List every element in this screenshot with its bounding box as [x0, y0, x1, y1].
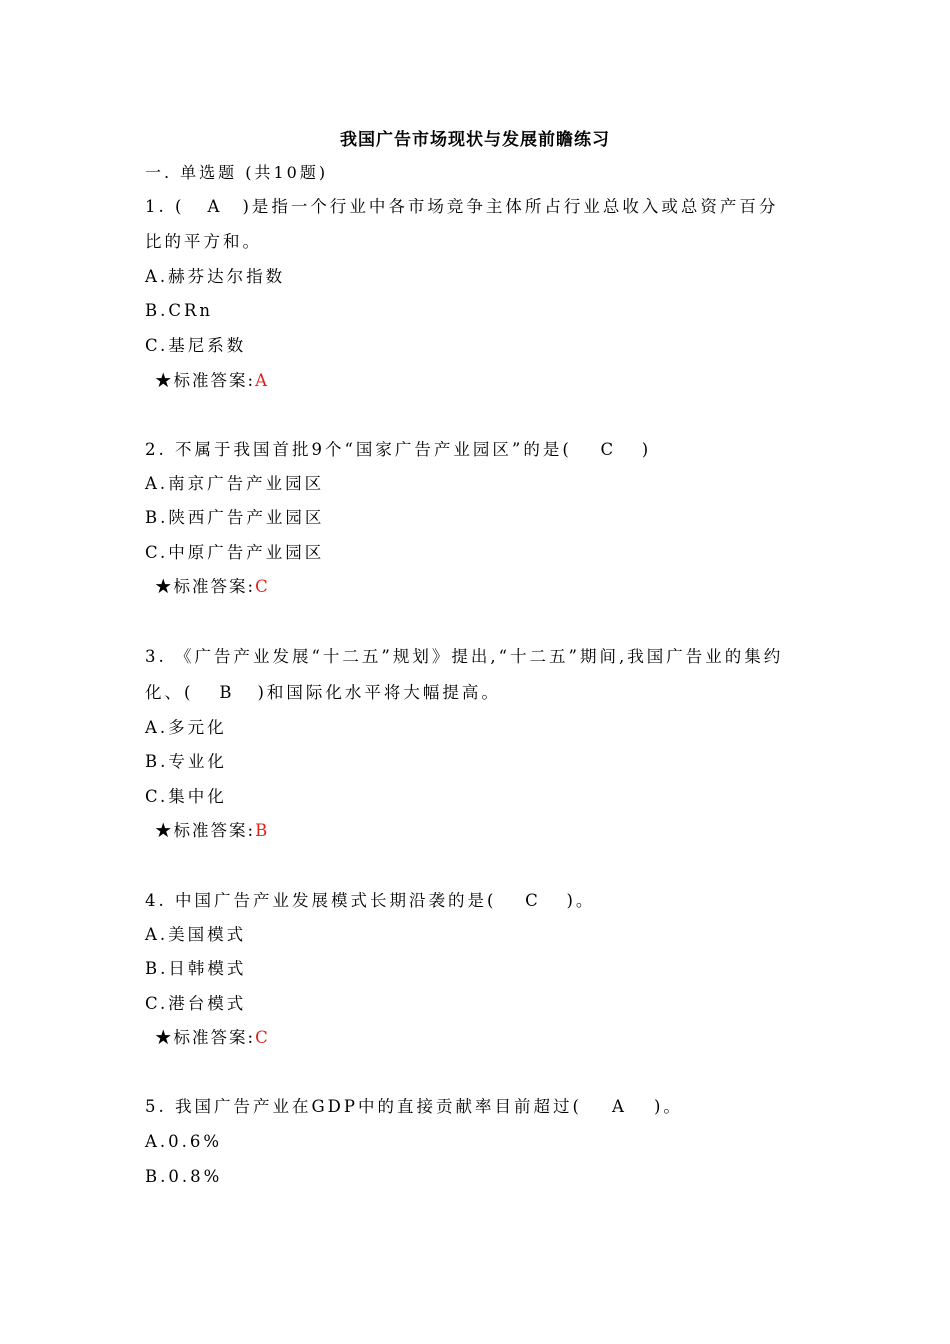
question-1-blank: A — [207, 197, 220, 216]
question-4-blank: C — [525, 891, 538, 910]
page-title: 我国广告市场现状与发展前瞻练习 — [340, 130, 610, 150]
question-5-option-a: A.0.6% — [145, 1132, 223, 1151]
question-3-stem-line-1: 3. 《广告产业发展“十二五”规划》提出,“十二五”期间,我国广告业的集约 — [145, 647, 784, 666]
question-2-option-b: B.陕西广告产业园区 — [145, 508, 325, 527]
question-3-stem-line-2: 化、( B )和国际化水平将大幅提高。 — [145, 683, 501, 702]
question-3-option-a: A.多元化 — [145, 718, 227, 737]
question-4-answer-value: C — [255, 1028, 270, 1047]
question-4-option-b: B.日韩模式 — [145, 959, 247, 978]
question-4-answer: ★标准答案:C — [155, 1028, 270, 1047]
question-3-option-c: C.集中化 — [145, 787, 227, 806]
question-1-answer-value: A — [255, 371, 269, 390]
question-2-option-c: C.中原广告产业园区 — [145, 543, 325, 562]
question-2-option-a: A.南京广告产业园区 — [145, 474, 325, 493]
question-5-blank: A — [611, 1097, 624, 1116]
question-1-option-b: B.CRn — [145, 301, 214, 320]
question-1-stem-line-2: 比的平方和。 — [145, 232, 262, 251]
question-1-answer: ★标准答案:A — [155, 371, 269, 390]
question-2-blank: C — [600, 440, 614, 459]
question-4-option-c: C.港台模式 — [145, 994, 247, 1013]
section-heading: 一. 单选题 (共10题) — [145, 163, 329, 182]
question-3-answer: ★标准答案:B — [155, 821, 270, 840]
question-3-answer-value: B — [255, 821, 270, 840]
question-1-stem-line-1: 1. ( A )是指一个行业中各市场竞争主体所占行业总收入或总资产百分 — [145, 197, 779, 216]
question-4-option-a: A.美国模式 — [145, 925, 247, 944]
question-2-answer: ★标准答案:C — [155, 577, 270, 596]
question-1-option-c: C.基尼系数 — [145, 336, 247, 355]
question-1-option-a: A.赫芬达尔指数 — [145, 267, 286, 286]
question-3-blank: B — [219, 683, 232, 702]
question-2-answer-value: C — [255, 577, 270, 596]
question-3-option-b: B.专业化 — [145, 752, 227, 771]
question-5-stem-line-1: 5. 我国广告产业在GDP中的直接贡献率目前超过( A )。 — [145, 1097, 683, 1116]
question-4-stem-line-1: 4. 中国广告产业发展模式长期沿袭的是( C )。 — [145, 891, 596, 910]
question-2-stem-line-1: 2. 不属于我国首批9个“国家广告产业园区”的是( C ) — [145, 440, 652, 459]
question-5-option-b: B.0.8% — [145, 1167, 223, 1186]
